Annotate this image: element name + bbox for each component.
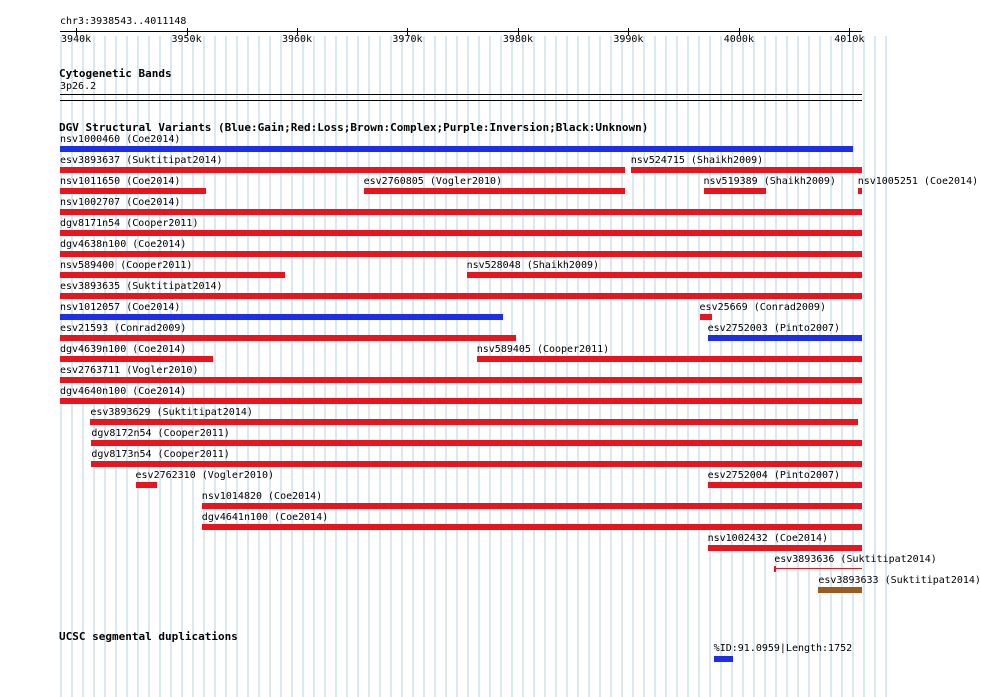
variant-bar[interactable] [202, 503, 862, 509]
variant-bar[interactable] [364, 188, 625, 194]
variant-bar[interactable] [60, 146, 853, 152]
variant-label[interactable]: nsv589405 (Cooper2011) [476, 344, 610, 355]
ruler-tick-label: 3980k [502, 34, 533, 45]
variant-bar[interactable] [858, 188, 862, 194]
variant-label[interactable]: esv2760805 (Vogler2010) [363, 176, 503, 187]
variant-label[interactable]: esv25669 (Conrad2009) [699, 302, 826, 313]
variant-label[interactable]: nsv528048 (Shaikh2009) [466, 260, 600, 271]
variant-label[interactable]: dgv4641n100 (Coe2014) [201, 512, 329, 523]
variant-label[interactable]: nsv1005251 (Coe2014) [857, 176, 979, 187]
variant-label[interactable]: nsv1012057 (Coe2014) [60, 302, 181, 313]
variant-label[interactable]: nsv1014820 (Coe2014) [201, 491, 323, 502]
ruler-tick-label: 3950k [171, 34, 202, 45]
variant-label[interactable]: dgv4640n100 (Coe2014) [60, 386, 187, 397]
variant-bar[interactable] [60, 314, 503, 320]
ruler-tick-label: 3990k [613, 34, 644, 45]
variant-bar[interactable] [60, 209, 862, 215]
variant-bar[interactable] [704, 188, 767, 194]
variant-label[interactable]: nsv1002432 (Coe2014) [707, 533, 829, 544]
ruler-tick-label: 4000k [723, 34, 754, 45]
variant-bar[interactable] [477, 356, 862, 362]
variant-label[interactable]: dgv8173n54 (Cooper2011) [91, 449, 230, 460]
variant-label[interactable]: nsv1000460 (Coe2014) [60, 134, 181, 145]
cytoband-bar-bottom [60, 100, 862, 101]
position-label: chr3:3938543..4011148 [60, 16, 187, 27]
variant-bar[interactable] [90, 419, 857, 425]
variant-bar[interactable] [708, 545, 862, 551]
ruler-tick-label: 3940k [61, 34, 92, 45]
cytoband-track-title[interactable]: Cytogenetic Bands [59, 67, 172, 80]
variant-label[interactable]: esv2752004 (Pinto2007) [707, 470, 841, 481]
variant-bar[interactable] [60, 167, 625, 173]
variant-label[interactable]: nsv524715 (Shaikh2009) [630, 155, 764, 166]
row-separator [60, 296, 862, 297]
variant-bar[interactable] [202, 524, 862, 530]
segdup-label[interactable]: %ID:91.0959|Length:1752 [713, 643, 853, 654]
variant-label[interactable]: nsv519389 (Shaikh2009) [703, 176, 836, 187]
variant-bar[interactable] [60, 356, 213, 362]
variant-label[interactable]: esv21593 (Conrad2009) [60, 323, 187, 334]
cytoband-label[interactable]: 3p26.2 [60, 81, 97, 92]
variant-label[interactable]: esv3893637 (Suktitipat2014) [60, 155, 223, 166]
variant-label[interactable]: dgv4639n100 (Coe2014) [60, 344, 187, 355]
ruler-tick-label: 3970k [392, 34, 423, 45]
ruler-tick-label: 3960k [281, 34, 313, 45]
variant-bar[interactable] [60, 230, 862, 236]
variant-label[interactable]: dgv4638n100 (Coe2014) [60, 239, 187, 250]
ruler-line [60, 31, 862, 32]
variant-bar[interactable] [631, 167, 862, 173]
variant-label[interactable]: esv3893635 (Suktitipat2014) [60, 281, 223, 292]
variant-bar[interactable] [60, 251, 862, 257]
cytoband-bar-top [60, 94, 862, 95]
variant-label[interactable]: esv3893636 (Suktitipat2014) [774, 554, 937, 565]
variant-bar[interactable] [818, 587, 862, 593]
variant-label[interactable]: nsv1011650 (Coe2014) [60, 176, 181, 187]
segdup-track-title[interactable]: UCSC segmental duplications [59, 630, 238, 643]
variant-bar[interactable] [467, 272, 862, 278]
variant-label[interactable]: nsv589400 (Cooper2011) [60, 260, 193, 271]
variant-bar[interactable] [91, 461, 862, 467]
variant-label[interactable]: esv2762310 (Vogler2010) [135, 470, 274, 481]
segdup-bar[interactable] [714, 656, 733, 662]
variant-bar[interactable] [700, 314, 712, 320]
variant-bar[interactable] [60, 188, 206, 194]
variant-bar[interactable] [60, 377, 862, 383]
variant-bar[interactable] [708, 482, 862, 488]
variant-bar[interactable] [60, 335, 516, 341]
variant-label[interactable]: esv3893629 (Suktitipat2014) [90, 407, 253, 418]
variant-label[interactable]: nsv1002707 (Coe2014) [60, 197, 181, 208]
dgv-track-title[interactable]: DGV Structural Variants (Blue:Gain;Red:Loss;Brown:Complex;Purple:Inversion;Black:Unknown) [59, 121, 649, 134]
variant-label[interactable]: esv2763711 (Vogler2010) [60, 365, 199, 376]
variant-bar[interactable] [774, 568, 862, 569]
variant-bar[interactable] [708, 335, 862, 341]
variant-bar-cap [774, 566, 776, 572]
ruler-tick-label: 4010k [834, 34, 865, 45]
variant-label[interactable]: esv2752003 (Pinto2007) [707, 323, 841, 334]
variant-label[interactable]: dgv8172n54 (Cooper2011) [91, 428, 230, 439]
variant-label[interactable]: dgv8171n54 (Cooper2011) [60, 218, 199, 229]
variant-bar[interactable] [91, 440, 862, 446]
variant-label[interactable]: esv3893633 (Suktitipat2014) [818, 575, 981, 586]
variant-bar[interactable] [136, 482, 157, 488]
variant-bar[interactable] [60, 398, 862, 404]
variant-bar[interactable] [60, 272, 285, 278]
